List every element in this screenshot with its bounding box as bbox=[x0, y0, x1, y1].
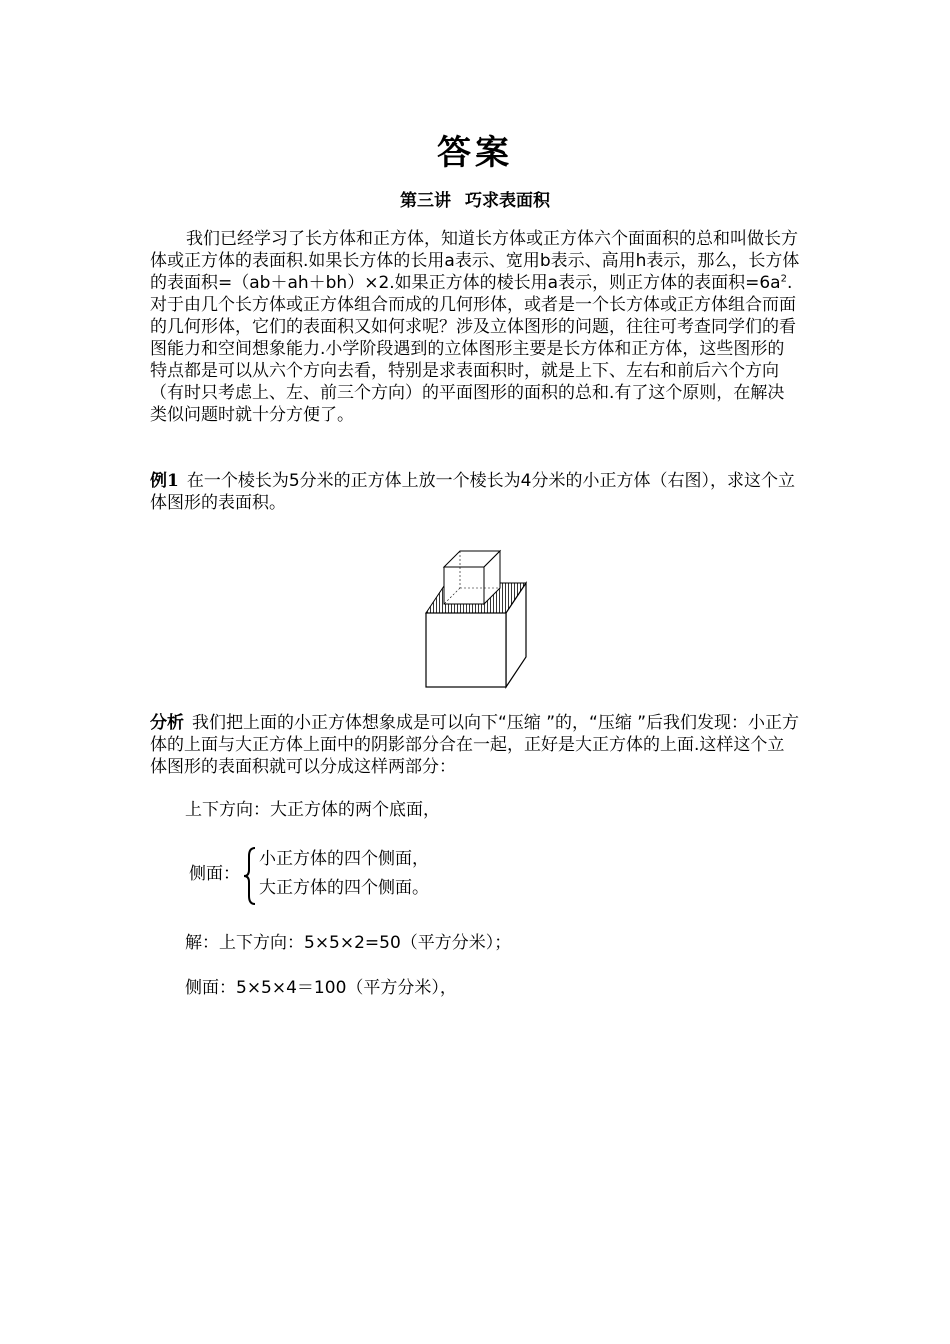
side-label: 侧面： bbox=[189, 864, 240, 884]
solution-line-2: 侧面：5×5×4＝100（平方分米）， bbox=[185, 978, 457, 998]
example-label: 例1 bbox=[150, 471, 179, 491]
analysis-paragraph bbox=[150, 712, 800, 778]
side-item-large: 大正方体的四个侧面。 bbox=[259, 878, 429, 898]
cube-figure bbox=[418, 545, 538, 690]
analysis-text: 我们把上面的小正方体想象成是可以向下“压缩 ”的，“压缩 ”后我们发现：小正方体的上面与大正方体上面中的阴影部分合在一起，正好是大正方体的上面.这样这个立体图形的表面积就可以分成这样两部分： bbox=[150, 713, 800, 777]
side-item-small: 小正方体的四个侧面， bbox=[259, 849, 429, 869]
large-cube-front bbox=[426, 613, 506, 687]
exponent: 2 bbox=[780, 273, 787, 285]
lesson-number: 第三讲 bbox=[400, 191, 452, 211]
top-bottom-line: 上下方向：大正方体的两个底面， bbox=[185, 800, 440, 820]
intro-text-part1: 我们已经学习了长方体和正方体，知道长方体或正方体六个面面积的总和叫做长方体或正方体的表面积.如果长方体的长用a表示、宽用b表示、高用h表示，那么，长方体的表面积=（ab＋ah＋bh）×2.如果正方体的棱长用a表示，则正方体的表面积=6a bbox=[150, 229, 800, 293]
lesson-heading bbox=[0, 186, 950, 211]
intro-text-part2: .对于由几个长方体或正方体组合而成的几何形体，或者是一个长方体或正方体组合而面的几何形体，它们的表面积又如何求呢？涉及立体图形的问题，往往可考查同学们的看图能力和空间想象能力.小学阶段遇到的立体图形主要是长方体和正方体，这些图形的特点都是可以从六个方向去看，特别是求表面积时，就是上下、左右和前后六个方向（有时只考虑上、左、前三个方向）的平面图形的面积的总和.有了这个原则，在解决类似问题时就十分方便了。 bbox=[150, 273, 796, 425]
lesson-title: 巧求表面积 bbox=[464, 191, 550, 211]
analysis-label: 分析 bbox=[150, 713, 184, 733]
intro-paragraph bbox=[150, 228, 800, 426]
example-1 bbox=[150, 470, 800, 514]
example-text: 在一个棱长为5分米的正方体上放一个棱长为4分米的小正方体（右图），求这个立体图形的表面积。 bbox=[150, 471, 795, 513]
page-title: 答案 bbox=[437, 133, 513, 173]
small-cube-front bbox=[444, 567, 484, 604]
left-brace-icon bbox=[242, 846, 258, 906]
solution-line-1: 解：上下方向：5×5×2=50（平方分米）； bbox=[185, 933, 512, 953]
